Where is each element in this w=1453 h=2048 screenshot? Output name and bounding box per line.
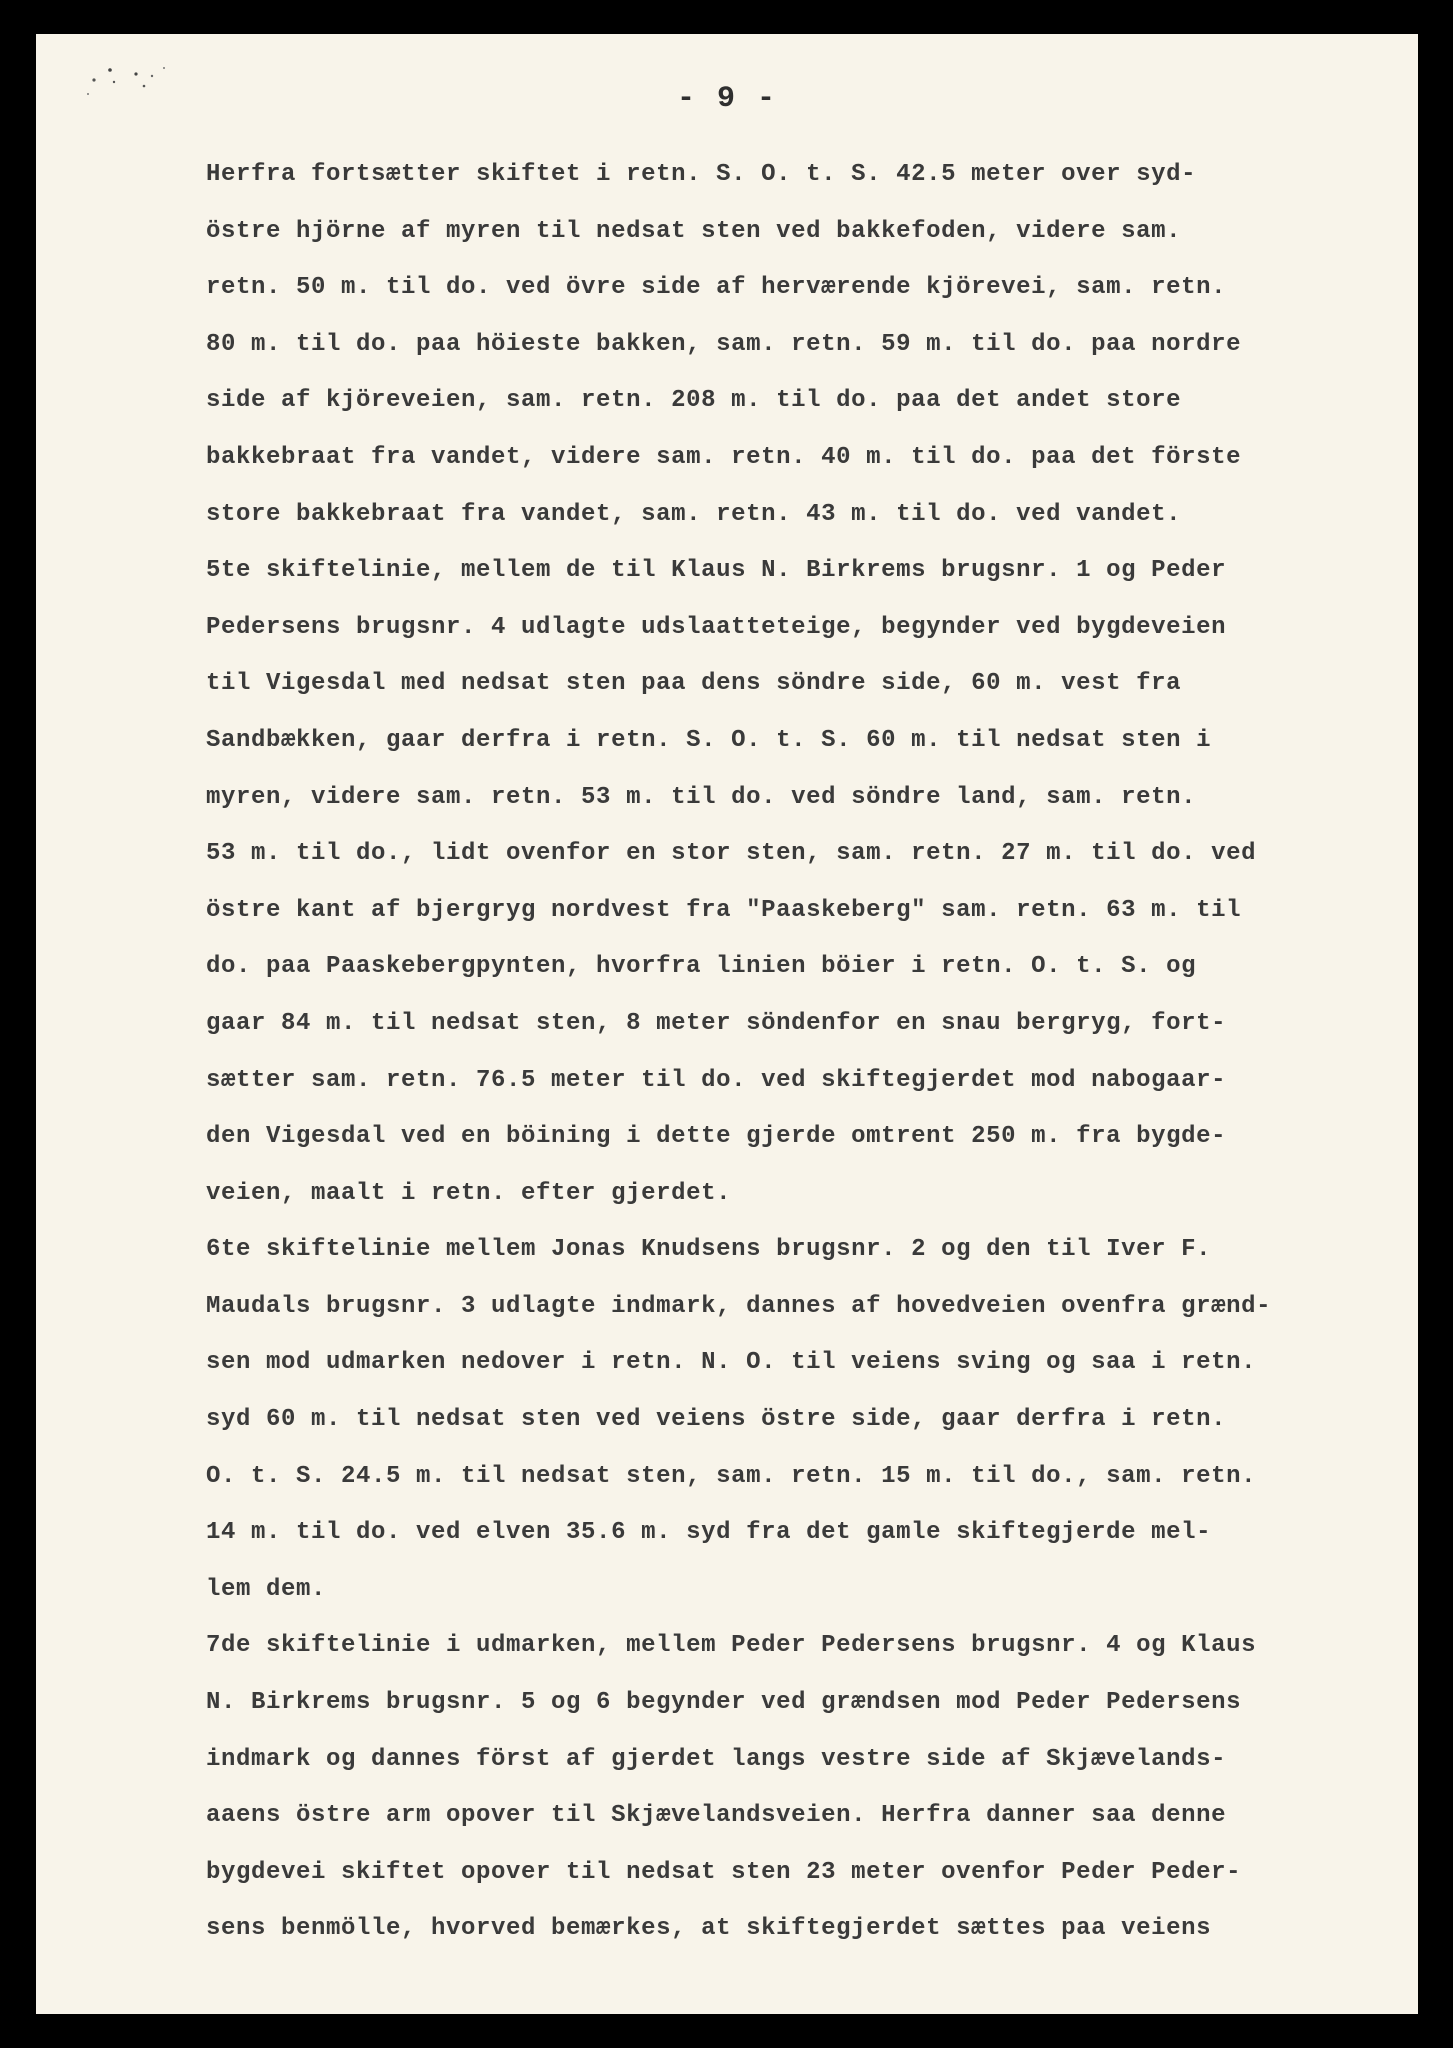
text-line: Maudals brugsnr. 3 udlagte indmark, dannes af hovedveien ovenfra grænd- [206, 1292, 1272, 1320]
text-line: Sandbækken, gaar derfra i retn. S. O. t. S. 60 m. til nedsat sten i [206, 726, 1212, 754]
text-line: sen mod udmarken nedover i retn. N. O. til veiens sving og saa i retn. [206, 1349, 1257, 1377]
text-line: sætter sam. retn. 76.5 meter til do. ved skiftegjerdet mod nabogaar- [206, 1066, 1227, 1094]
text-line: syd 60 m. til nedsat sten ved veiens östre side, gaar derfra i retn. [206, 1406, 1227, 1434]
text-line: östre kant af bjergryg nordvest fra "Paaskeberg" sam. retn. 63 m. til [206, 896, 1242, 924]
text-line: sens benmölle, hvorved bemærkes, at skiftegjerdet sættes paa veiens [206, 1915, 1212, 1943]
text-line: 7de skiftelinie i udmarken, mellem Peder Pedersens brugsnr. 4 og Klaus [206, 1632, 1257, 1660]
text-line: O. t. S. 24.5 m. til nedsat sten, sam. retn. 15 m. til do., sam. retn. [206, 1462, 1257, 1490]
text-line: do. paa Paaskebergpynten, hvorfra linien böier i retn. O. t. S. og [206, 953, 1197, 981]
document-body [206, 147, 1396, 1958]
text-line: bakkebraat fra vandet, videre sam. retn. 40 m. til do. paa det förste [206, 443, 1242, 471]
text-line: 80 m. til do. paa höieste bakken, sam. retn. 59 m. til do. paa nordre [206, 330, 1242, 358]
text-line: indmark og dannes först af gjerdet langs vestre side af Skjævelands- [206, 1745, 1227, 1773]
text-line: bygdevei skiftet opover til nedsat sten 23 meter ovenfor Peder Peder- [206, 1858, 1242, 1886]
text-line: aaens östre arm opover til Skjævelandsveien. Herfra danner saa denne [206, 1802, 1227, 1830]
text-line: östre hjörne af myren til nedsat sten ved bakkefoden, videre sam. [206, 217, 1182, 245]
text-line: myren, videre sam. retn. 53 m. til do. ved söndre land, sam. retn. [206, 783, 1197, 811]
text-line: retn. 50 m. til do. ved övre side af herværende kjörevei, sam. retn. [206, 274, 1227, 302]
text-line: side af kjöreveien, sam. retn. 208 m. til do. paa det andet store [206, 387, 1182, 415]
text-line: 14 m. til do. ved elven 35.6 m. syd fra det gamle skiftegjerde mel- [206, 1519, 1212, 1547]
text-line: veien, maalt i retn. efter gjerdet. [206, 1179, 732, 1207]
text-line: Pedersens brugsnr. 4 udlagte udslaatteteige, begynder ved bygdeveien [206, 613, 1227, 641]
text-line: 5te skiftelinie, mellem de til Klaus N. Birkrems brugsnr. 1 og Peder [206, 557, 1227, 585]
text-line: 53 m. til do., lidt ovenfor en stor sten, sam. retn. 27 m. til do. ved [206, 840, 1257, 868]
text-line: til Vigesdal med nedsat sten paa dens söndre side, 60 m. vest fra [206, 670, 1182, 698]
page-number: - 9 - [676, 82, 777, 116]
text-line: den Vigesdal ved en böining i dette gjerde omtrent 250 m. fra bygde- [206, 1123, 1227, 1151]
text-line: 6te skiftelinie mellem Jonas Knudsens brugsnr. 2 og den til Iver F. [206, 1236, 1212, 1264]
text-line: store bakkebraat fra vandet, sam. retn. 43 m. til do. ved vandet. [206, 500, 1182, 528]
text-line: gaar 84 m. til nedsat sten, 8 meter söndenfor en snau bergryg, fort- [206, 1009, 1227, 1037]
text-line: lem dem. [206, 1575, 327, 1603]
text-line: N. Birkrems brugsnr. 5 og 6 begynder ved grændsen mod Peder Pedersens [206, 1689, 1242, 1717]
text-line: Herfra fortsætter skiftet i retn. S. O. t. S. 42.5 meter over syd- [206, 161, 1197, 188]
document-page [36, 34, 1418, 2014]
